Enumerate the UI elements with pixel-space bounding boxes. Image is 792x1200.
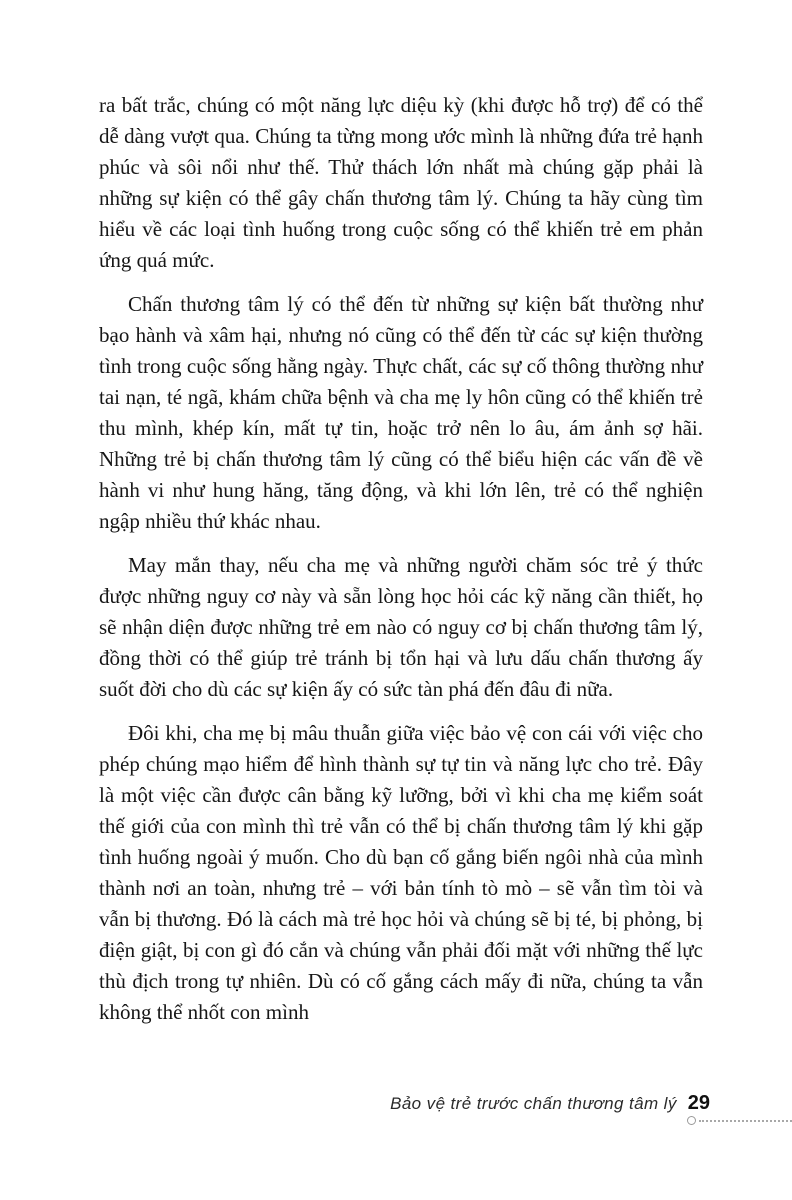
footer-ornament bbox=[687, 1115, 792, 1126]
ring-icon bbox=[687, 1116, 696, 1125]
paragraph: Đôi khi, cha mẹ bị mâu thuẫn giữa việc bảo vệ con cái với việc cho phép chúng mạo hiểm để hình thành sự tự tin và năng lực cho trẻ. Đây là một việc cần được cân bằng kỹ lưỡng, bởi vì khi cha mẹ kiểm soát thế giới của con mình thì trẻ vẫn có thể bị chấn thương tâm lý khi gặp tình huống ngoài ý muốn. Cho dù bạn cố gắng biến ngôi nhà của mình thành nơi an toàn, nhưng trẻ – với bản tính tò mò – sẽ vẫn tìm tòi và vẫn bị thương. Đó là cách mà trẻ học hỏi và chúng sẽ bị té, bị phỏng, bị điện giật, bị con gì đó cắn và chúng vẫn phải đối mặt với những thế lực thù địch trong tự nhiên. Dù có cố gắng cách mấy đi nữa, chúng ta vẫn không thể nhốt con mình bbox=[99, 721, 703, 1024]
paragraph: ra bất trắc, chúng có một năng lực diệu kỳ (khi được hỗ trợ) để có thể dễ dàng vượt qua. Chúng ta từng mong ước mình là những đứa trẻ hạnh phúc và sôi nổi như thế. Thử thách lớn nhất mà chúng gặp phải là những sự kiện có thể gây chấn thương tâm lý. Chúng ta hãy cùng tìm hiểu về các loại tình huống trong cuộc sống có thể khiến trẻ em phản ứng quá mức. bbox=[99, 93, 703, 272]
body-text bbox=[99, 90, 703, 1041]
dotted-rule bbox=[699, 1120, 792, 1122]
paragraph: Chấn thương tâm lý có thể đến từ những sự kiện bất thường như bạo hành và xâm hại, nhưng nó cũng có thể đến từ các sự kiện thường tình trong cuộc sống hằng ngày. Thực chất, các sự cố thông thường như tai nạn, té ngã, khám chữa bệnh và cha mẹ ly hôn cũng có thể khiến trẻ thu mình, khép kín, mất tự tin, hoặc trở nên lo âu, ám ảnh sợ hãi. Những trẻ bị chấn thương tâm lý cũng có thể biểu hiện các vấn đề về hành vi như hung hăng, tăng động, và khi lớn lên, trẻ có thể nghiện ngập nhiều thứ khác nhau. bbox=[99, 292, 703, 533]
page-footer bbox=[390, 1092, 710, 1115]
page-number: 29 bbox=[687, 1092, 710, 1114]
running-title: Bảo vệ trẻ trước chấn thương tâm lý bbox=[390, 1094, 677, 1113]
paragraph: May mắn thay, nếu cha mẹ và những người chăm sóc trẻ ý thức được những nguy cơ này và sẵn lòng học hỏi các kỹ năng cần thiết, họ sẽ nhận diện được những trẻ em nào có nguy cơ bị chấn thương tâm lý, đồng thời có thể giúp trẻ tránh bị tổn hại và lưu dấu chấn thương ấy suốt đời cho dù các sự kiện ấy có sức tàn phá đến đâu đi nữa. bbox=[99, 553, 703, 701]
